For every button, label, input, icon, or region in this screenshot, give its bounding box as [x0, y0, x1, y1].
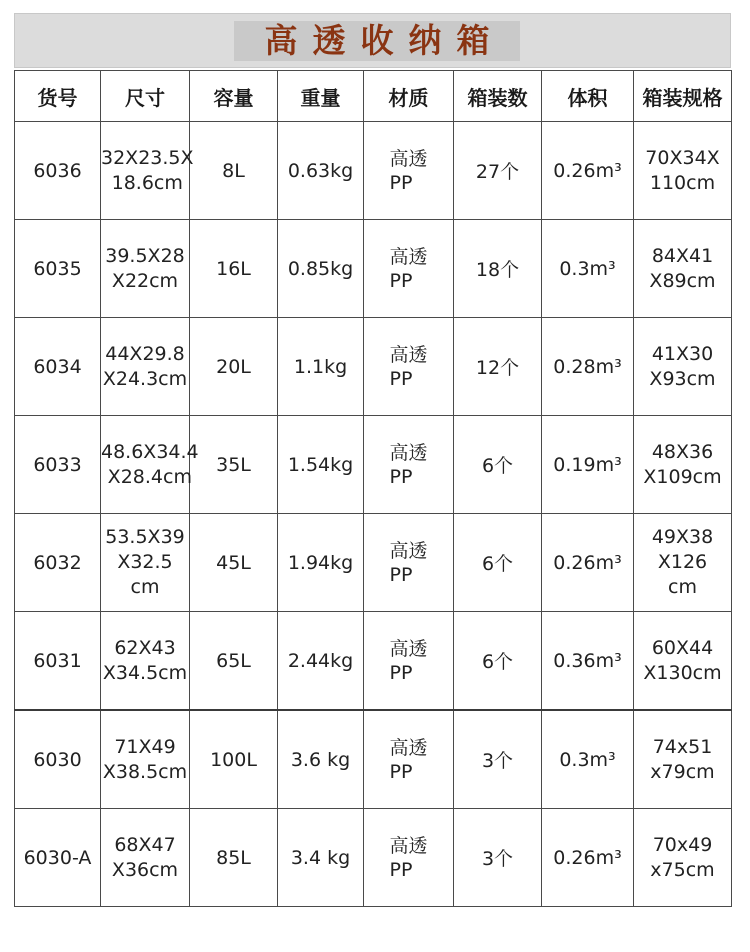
cell-size: [101, 122, 194, 220]
cell-size: [101, 809, 190, 907]
cell-size: [101, 416, 199, 514]
cell-material: [364, 220, 454, 318]
cell-size: [101, 514, 190, 612]
table-row: [15, 514, 732, 612]
cell-weight: 1.94kg: [278, 514, 364, 612]
carton-text: 84X41 X89cm: [649, 244, 716, 292]
cell-volume: 0.36m³: [542, 612, 634, 711]
cell-volume: 0.3m³: [542, 220, 634, 318]
header-size: 尺寸: [101, 71, 190, 122]
cell-count: 6个: [454, 612, 542, 711]
cell-capacity: 8L: [190, 122, 278, 220]
header-volume: 体积: [542, 71, 634, 122]
table-row: [15, 416, 732, 514]
title-box: [234, 21, 520, 61]
table-row: [15, 710, 732, 809]
cell-material: [364, 318, 454, 416]
cell-weight: 3.4 kg: [278, 809, 364, 907]
table-row: [15, 318, 732, 416]
cell-size: [101, 220, 190, 318]
cell-weight: 0.85kg: [278, 220, 364, 318]
header-material: 材质: [364, 71, 454, 122]
material-text: 高透 PP: [389, 637, 428, 684]
cell-capacity: 45L: [190, 514, 278, 612]
table-row: [15, 809, 732, 907]
cell-carton: [634, 514, 732, 612]
cell-capacity: 65L: [190, 612, 278, 711]
header-capacity: 容量: [190, 71, 278, 122]
carton-text: 41X30 X93cm: [649, 342, 716, 390]
carton-text: 70X34X 110cm: [645, 146, 720, 194]
size-text: 32X23.5X 18.6cm: [101, 146, 194, 194]
title-banner: [14, 13, 731, 68]
cell-count: 3个: [454, 710, 542, 809]
header-code: 货号: [15, 71, 101, 122]
cell-carton: [634, 809, 732, 907]
cell-count: 27个: [454, 122, 542, 220]
cell-weight: 3.6 kg: [278, 710, 364, 809]
cell-weight: 1.1kg: [278, 318, 364, 416]
cell-volume: 0.26m³: [542, 122, 634, 220]
cell-material: [364, 612, 454, 711]
cell-volume: 0.26m³: [542, 514, 634, 612]
size-text: 68X47 X36cm: [111, 833, 179, 881]
table-row: [15, 612, 732, 711]
cell-material: [364, 514, 454, 612]
cell-volume: 0.19m³: [542, 416, 634, 514]
cell-capacity: 20L: [190, 318, 278, 416]
cell-size: [101, 612, 190, 711]
carton-text: 70x49 x75cm: [650, 833, 715, 881]
material-text: 高透 PP: [389, 441, 428, 488]
table-row: [15, 220, 732, 318]
header-count: 箱装数: [454, 71, 542, 122]
cell-capacity: 85L: [190, 809, 278, 907]
spec-table: [14, 70, 732, 907]
cell-count: 3个: [454, 809, 542, 907]
cell-volume: 0.28m³: [542, 318, 634, 416]
cell-code: 6034: [15, 318, 101, 416]
cell-code: 6030-A: [15, 809, 101, 907]
cell-size: [101, 710, 190, 809]
carton-text: 74x51 x79cm: [650, 735, 715, 783]
cell-volume: 0.26m³: [542, 809, 634, 907]
cell-material: [364, 122, 454, 220]
material-text: 高透 PP: [389, 245, 428, 292]
size-text: 39.5X28 X22cm: [105, 244, 185, 292]
cell-count: 18个: [454, 220, 542, 318]
cell-carton: [634, 122, 732, 220]
table-row: [15, 122, 732, 220]
size-text: 62X43 X34.5cm: [102, 636, 188, 684]
carton-text: 60X44 X130cm: [643, 636, 722, 684]
size-text: 48.6X34.4 X28.4cm: [101, 440, 199, 488]
cell-count: 6个: [454, 416, 542, 514]
cell-carton: [634, 416, 732, 514]
material-text: 高透 PP: [389, 147, 428, 194]
cell-capacity: 16L: [190, 220, 278, 318]
cell-volume: 0.3m³: [542, 710, 634, 809]
cell-code: 6030: [15, 710, 101, 809]
cell-code: 6036: [15, 122, 101, 220]
material-text: 高透 PP: [389, 539, 428, 586]
cell-count: 12个: [454, 318, 542, 416]
cell-code: 6031: [15, 612, 101, 711]
header-row: [15, 71, 732, 122]
cell-carton: [634, 710, 732, 809]
page-title: 高透收纳箱: [264, 21, 505, 60]
header-weight: 重量: [278, 71, 364, 122]
cell-code: 6035: [15, 220, 101, 318]
size-text: 44X29.8 X24.3cm: [102, 342, 188, 390]
cell-carton: [634, 318, 732, 416]
cell-material: [364, 809, 454, 907]
cell-carton: [634, 220, 732, 318]
size-text: 53.5X39 X32.5 cm: [105, 526, 185, 598]
cell-size: [101, 318, 190, 416]
cell-code: 6033: [15, 416, 101, 514]
cell-material: [364, 416, 454, 514]
cell-material: [364, 710, 454, 809]
material-text: 高透 PP: [389, 343, 428, 390]
header-carton: 箱装规格: [634, 71, 732, 122]
size-text: 71X49 X38.5cm: [102, 735, 188, 783]
cell-capacity: 100L: [190, 710, 278, 809]
cell-weight: 2.44kg: [278, 612, 364, 711]
cell-count: 6个: [454, 514, 542, 612]
material-text: 高透 PP: [389, 736, 428, 783]
cell-carton: [634, 612, 732, 711]
cell-weight: 0.63kg: [278, 122, 364, 220]
cell-code: 6032: [15, 514, 101, 612]
material-text: 高透 PP: [389, 834, 428, 881]
carton-text: 48X36 X109cm: [643, 440, 722, 488]
cell-capacity: 35L: [190, 416, 278, 514]
cell-weight: 1.54kg: [278, 416, 364, 514]
carton-text: 49X38 X126 cm: [651, 526, 714, 598]
